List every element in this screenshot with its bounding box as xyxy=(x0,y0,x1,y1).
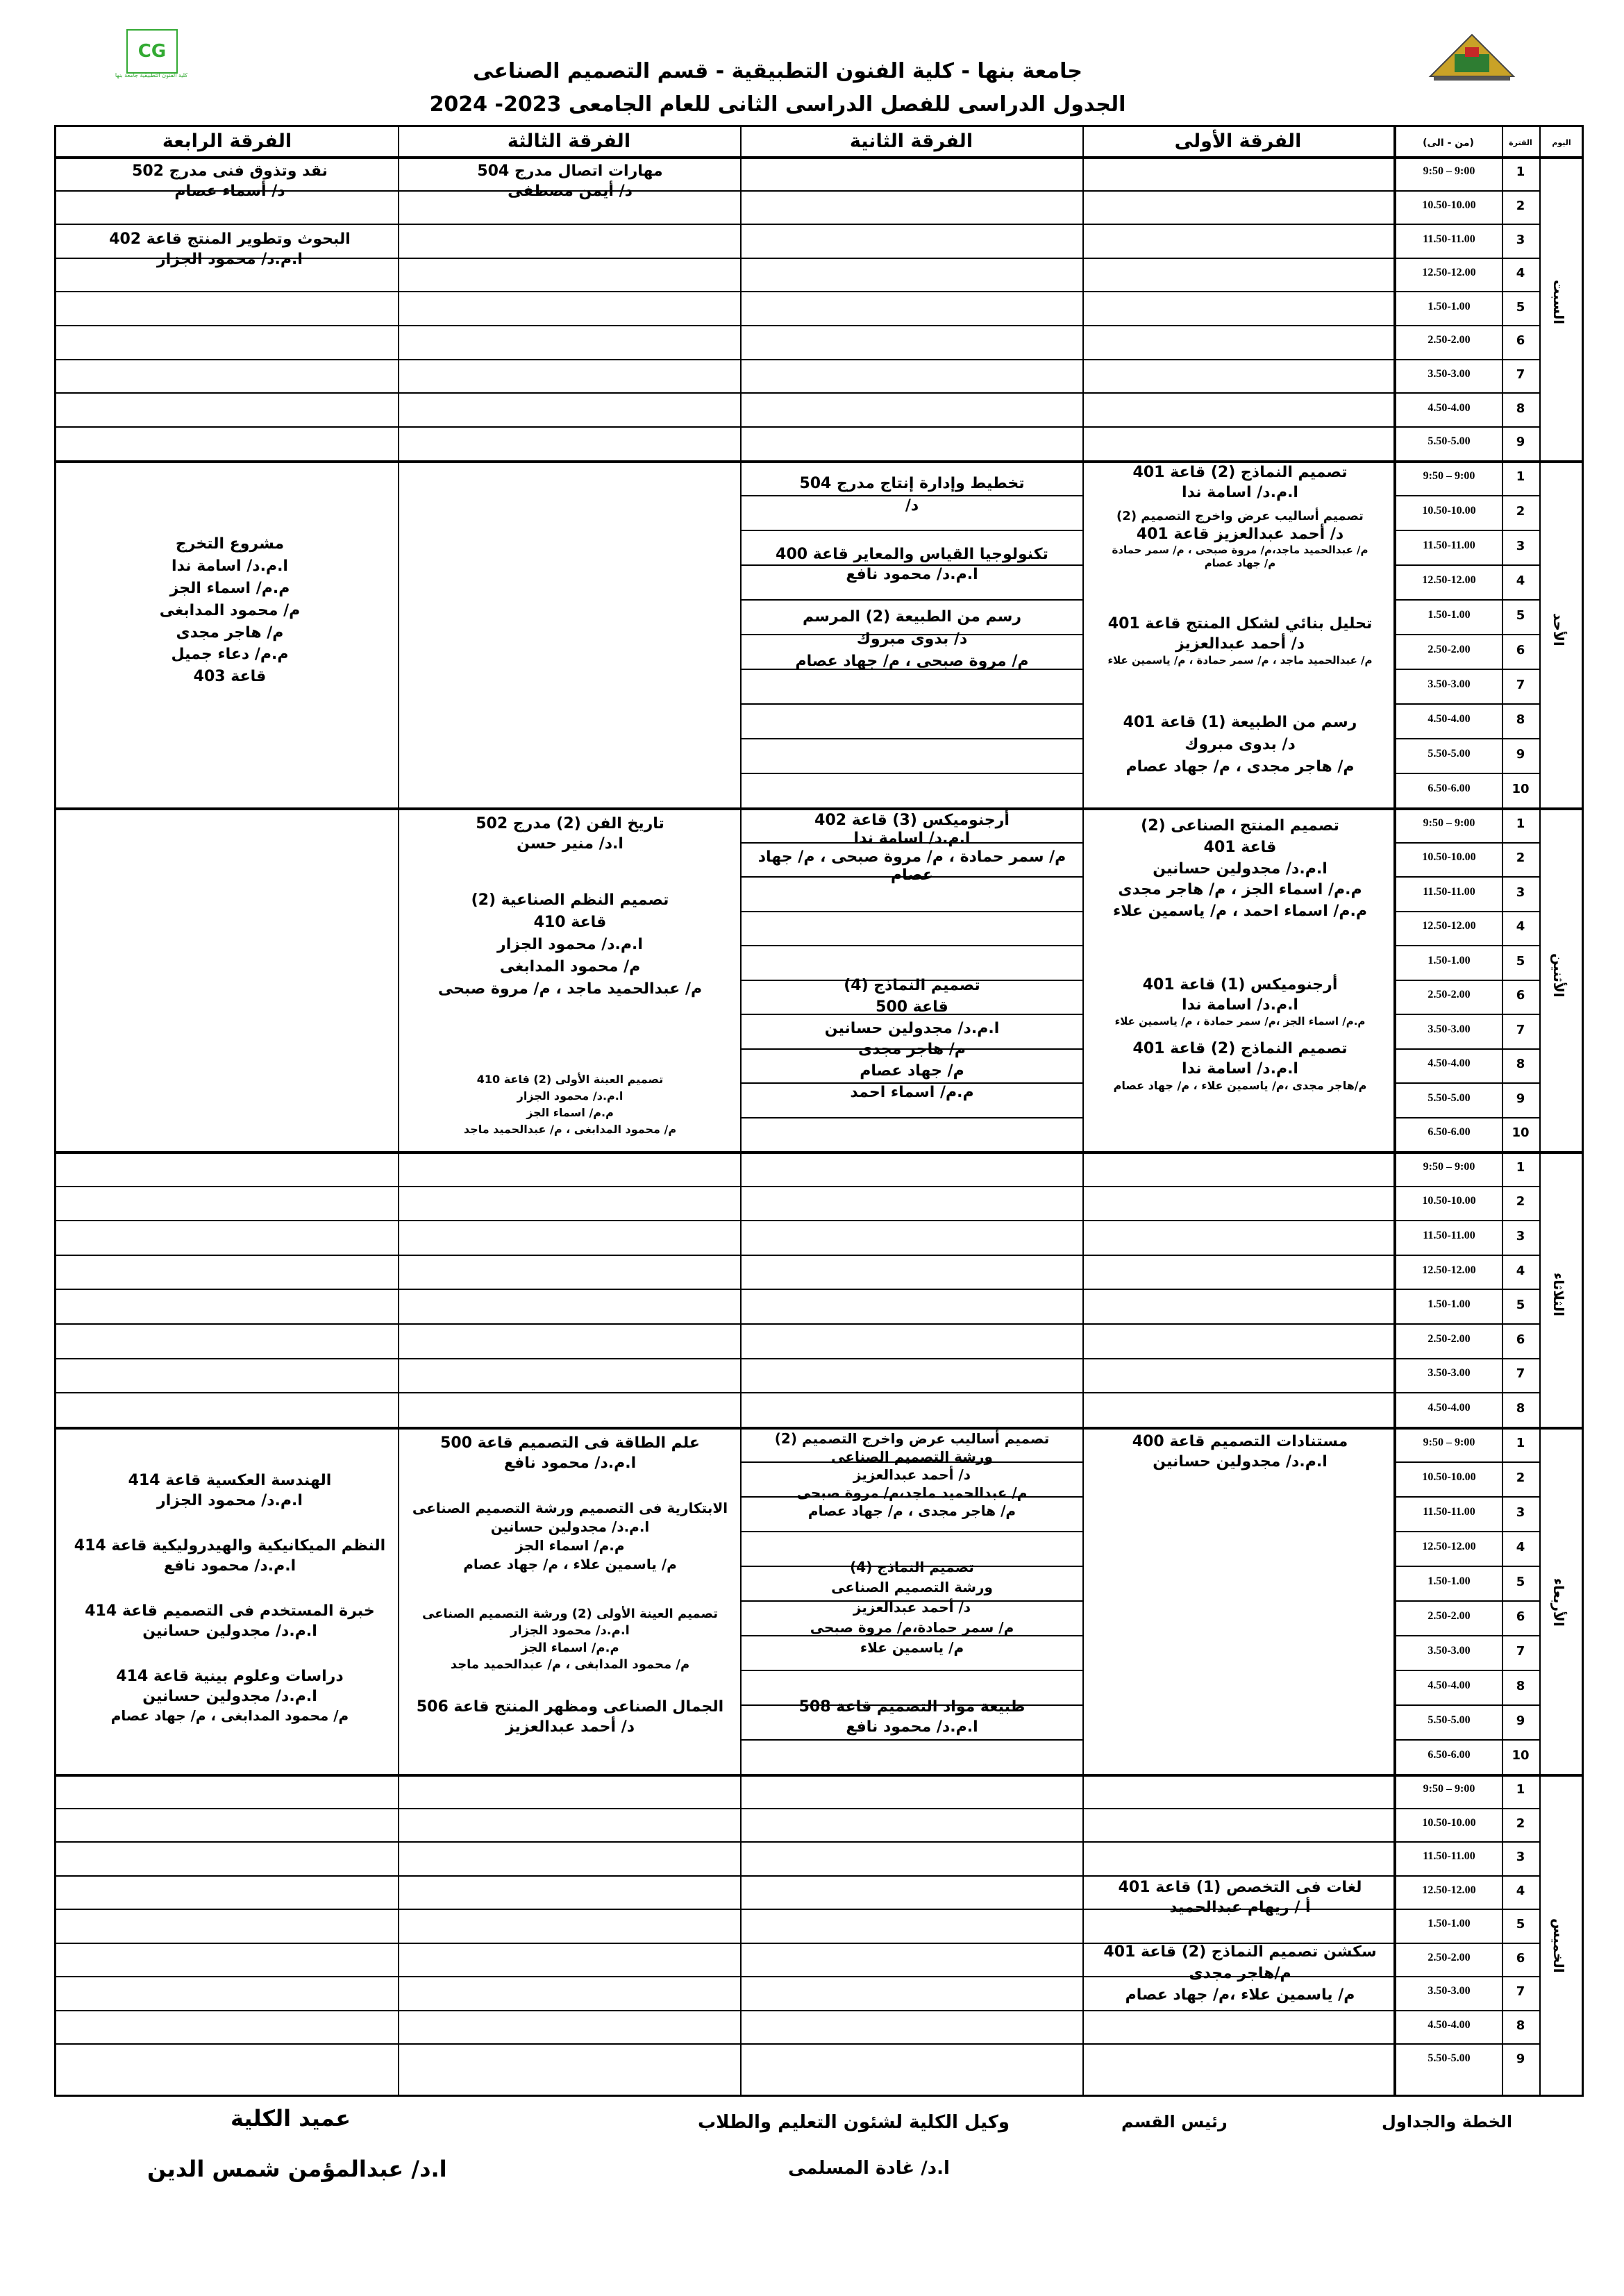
header-c3: الفرقة الثالثة xyxy=(507,131,631,152)
grid-line xyxy=(740,738,1082,739)
grid-line xyxy=(1393,1635,1539,1636)
grid-line xyxy=(740,1117,1082,1118)
grid-line xyxy=(56,1323,1393,1325)
grid-line xyxy=(1393,599,1539,601)
period-number: 7 xyxy=(1516,678,1525,692)
period-number: 8 xyxy=(1516,401,1525,416)
time-slot: 10.50-10.00 xyxy=(1422,505,1476,517)
course-block: طبيعة مواد التصميم قاعة 508 ا.م.د/ محمود نافع xyxy=(798,1698,1026,1736)
period-number: 8 xyxy=(1516,1057,1525,1072)
grid-line xyxy=(1393,1909,1539,1910)
day-label: الأحد xyxy=(1550,613,1567,646)
grid-line xyxy=(1393,980,1539,981)
time-slot: 1.50-1.00 xyxy=(1428,300,1471,312)
day-label: الأثنين xyxy=(1550,953,1567,998)
grid-line xyxy=(1393,1600,1539,1602)
time-slot: 9:50 – 9:00 xyxy=(1423,816,1475,829)
time-slot: 11.50-11.00 xyxy=(1423,1850,1475,1863)
grid-line xyxy=(56,1289,1393,1290)
grid-line xyxy=(1393,876,1539,878)
time-slot: 2.50-2.00 xyxy=(1428,334,1471,346)
grid-line xyxy=(56,392,1393,394)
grid-line xyxy=(56,359,1393,360)
time-slot: 10.50-10.00 xyxy=(1422,851,1476,864)
grid-line xyxy=(1393,842,1539,844)
grid-line xyxy=(1393,1014,1539,1015)
period-number: 6 xyxy=(1516,333,1525,349)
course-block: تصميم النماذج (4) ورشة التصميم الصناعى د/ أحمد عبدالعزيز م/ سمر حمادة،م/ مروة صبحى م/ ياسمين علاء xyxy=(810,1559,1014,1656)
grid-line xyxy=(56,1808,1393,1809)
course-block: النظم الميكانيكية والهيدروليكية قاعة 414 ا.م.د/ محمود نافع xyxy=(74,1537,386,1575)
period-number: 8 xyxy=(1516,1401,1525,1416)
time-slot: 11.50-11.00 xyxy=(1423,885,1475,898)
course-block: تصميم النماذج (4) قاعة 500 ا.م.د/ مجدولين حسانين م/ هاجر مجدى م/ جهاد عصام م.م/ اسماء احمد xyxy=(824,977,1000,1101)
grid-line xyxy=(1393,1808,1539,1809)
time-slot: 12.50-12.00 xyxy=(1422,267,1476,279)
day-label: السبت xyxy=(1550,280,1567,325)
time-slot: 4.50-4.00 xyxy=(1428,1679,1471,1691)
grid-line xyxy=(1393,1531,1539,1532)
grid-line xyxy=(1393,564,1539,566)
grid-line xyxy=(1393,530,1539,531)
time-slot: 3.50-3.00 xyxy=(1428,1985,1471,1997)
period-number: 2 xyxy=(1516,504,1525,519)
day-label: الأربعاء xyxy=(1550,1578,1567,1627)
grid-line xyxy=(56,156,1584,159)
period-number: 9 xyxy=(1516,435,1525,450)
time-slot: 5.50-5.00 xyxy=(1428,435,1471,448)
grid-line xyxy=(56,1774,1584,1777)
grid-line xyxy=(1393,634,1539,635)
grid-line xyxy=(1393,2043,1539,2045)
time-slot: 3.50-3.00 xyxy=(1428,1367,1471,1380)
time-slot: 9:50 – 9:00 xyxy=(1423,1436,1475,1448)
period-number: 1 xyxy=(1516,1159,1525,1175)
time-slot: 9:50 – 9:00 xyxy=(1423,165,1475,178)
grid-line xyxy=(56,224,1393,225)
time-slot: 2.50-2.00 xyxy=(1428,1610,1471,1622)
grid-line xyxy=(1393,1461,1539,1463)
period-number: 5 xyxy=(1516,953,1525,969)
time-slot: 10.50-10.00 xyxy=(1422,1195,1476,1207)
grid-line xyxy=(740,530,1082,531)
course-block: تصميم العينة الأولى (2) قاعة 410 ا.م.د/ محمود الجزار م.م/ اسماء الجز م/ محمود المدابغى ، م/ عبدالحميد ماجد xyxy=(463,1073,677,1136)
period-number: 2 xyxy=(1516,850,1525,866)
time-slot: 4.50-4.00 xyxy=(1428,713,1471,725)
grid-line xyxy=(56,1392,1393,1393)
period-number: 1 xyxy=(1516,1436,1525,1450)
grid-line xyxy=(1393,1496,1539,1498)
period-number: 4 xyxy=(1516,1883,1525,1898)
time-slot: 4.50-4.00 xyxy=(1428,2018,1471,2031)
header-c1: الفرقة الأولى xyxy=(1174,131,1302,152)
time-slot: 9:50 – 9:00 xyxy=(1423,1783,1475,1795)
time-slot: 4.50-4.00 xyxy=(1428,401,1471,414)
course-block: لغات فى التخصص (1) قاعة 401 أ / ريهام عبدالحميد xyxy=(1118,1879,1362,1916)
period-number: 3 xyxy=(1516,1850,1525,1865)
grid-line xyxy=(1393,291,1539,292)
time-slot: 11.50-11.00 xyxy=(1423,233,1475,245)
grid-line xyxy=(1393,1670,1539,1671)
period-number: 3 xyxy=(1516,1229,1525,1243)
period-number: 9 xyxy=(1516,747,1525,762)
course-block: رسم من الطبيعة (1) قاعة 401 د/ بدوى مبروك م/ هاجر مجدى ، م/ جهاد عصام xyxy=(1123,714,1357,776)
time-slot: 10.50-10.00 xyxy=(1422,1471,1476,1483)
time-slot: 1.50-1.00 xyxy=(1428,1575,1471,1587)
grid-line xyxy=(1393,258,1539,259)
period-number: 9 xyxy=(1516,2052,1525,2067)
period-number: 5 xyxy=(1516,299,1525,315)
period-number: 7 xyxy=(1516,1984,1525,2000)
time-slot: 5.50-5.00 xyxy=(1428,748,1471,760)
time-slot: 6.50-6.00 xyxy=(1428,782,1471,794)
time-slot: 12.50-12.00 xyxy=(1422,574,1476,586)
time-slot: 12.50-12.00 xyxy=(1422,1884,1476,1896)
period-number: 1 xyxy=(1516,165,1525,180)
period-number: 7 xyxy=(1516,1022,1525,1037)
time-slot: 5.50-5.00 xyxy=(1428,1091,1471,1104)
time-slot: 9:50 – 9:00 xyxy=(1423,470,1475,482)
grid-line xyxy=(740,945,1082,946)
course-block: رسم من الطبيعة (2) المرسم د/ بدوى مبروك م/ مروة صبحى ، م/ جهاد عصام xyxy=(795,608,1029,670)
grid-line xyxy=(56,1841,1393,1843)
grid-line xyxy=(1393,738,1539,739)
document-subtitle: الجدول الدراسى للفصل الدراسى الثانى للعام الجامعى 2023- 2024 xyxy=(429,92,1126,117)
grid-line xyxy=(740,1531,1082,1532)
grid-line xyxy=(1393,1220,1539,1221)
period-number: 9 xyxy=(1516,1713,1525,1728)
period-number: 8 xyxy=(1516,2018,1525,2033)
period-number: 7 xyxy=(1516,1366,1525,1382)
period-number: 5 xyxy=(1516,1298,1525,1313)
course-block: نقد وتذوق فنى مدرج 502 د/ أسماء عصام xyxy=(132,162,328,200)
header-period: الفترة xyxy=(1509,138,1532,147)
course-block: الابتكارية فى التصميم ورشة التصميم الصناعى ا.م.د/ مجدولين حسانين م.م/ اسماء الجز م/ ياسمين علاء ، م/ جهاد عصام xyxy=(412,1500,728,1573)
time-slot: 1.50-1.00 xyxy=(1428,1918,1471,1930)
grid-line xyxy=(1393,495,1539,496)
day-label: الثلاثاء xyxy=(1550,1273,1567,1316)
grid-line xyxy=(56,1186,1393,1187)
grid-line xyxy=(56,2043,1393,2045)
time-slot: 6.50-6.00 xyxy=(1428,1126,1471,1139)
grid-line xyxy=(1393,1841,1539,1843)
period-number: 3 xyxy=(1516,232,1525,247)
grid-line xyxy=(1393,426,1539,428)
time-slot: 10.50-10.00 xyxy=(1422,199,1476,211)
time-slot: 3.50-3.00 xyxy=(1428,1023,1471,1035)
grid-line xyxy=(1393,325,1539,326)
grid-line xyxy=(56,1358,1393,1359)
period-number: 10 xyxy=(1512,782,1530,796)
time-slot: 1.50-1.00 xyxy=(1428,954,1471,966)
course-block: دراسات وعلوم بينية قاعة 414 ا.م.د/ مجدولين حسانين م/ محمود المدابغى ، م/ جهاد عصام xyxy=(110,1668,349,1725)
period-number: 2 xyxy=(1516,1194,1525,1209)
period-number: 3 xyxy=(1516,885,1525,900)
time-slot: 11.50-11.00 xyxy=(1423,539,1475,551)
course-block: الهندسة العكسية قاعة 414 ا.م.د/ محمود الجزار xyxy=(128,1472,332,1509)
header-time: (من - الى) xyxy=(1423,137,1474,149)
grid-line xyxy=(56,1151,1584,1154)
course-block: مشروع التخرج ا.م.د/ اسامة ندا م.م/ اسماء الجز م/ محمود المدابغى م/ هاجر مجدى م.م/ دعاء جميل قاعة 403 xyxy=(159,535,301,686)
period-number: 8 xyxy=(1516,712,1525,727)
grid-line xyxy=(1393,392,1539,394)
grid-line xyxy=(1393,1289,1539,1290)
document-title: جامعة بنها - كلية الفنون التطبيقية - قسم التصميم الصناعى xyxy=(473,59,1082,83)
grid-line xyxy=(56,325,1393,326)
time-slot: 1.50-1.00 xyxy=(1428,1298,1471,1311)
footer-department-head: رئيس القسم xyxy=(1121,2112,1228,2131)
grid-line xyxy=(56,807,1584,810)
footer-vice-dean-name: ا.د/ غادة المسلمى xyxy=(788,2158,950,2179)
period-number: 6 xyxy=(1516,1950,1525,1966)
course-block: تخطيط وإدارة إنتاج مدرج 504 د/ xyxy=(799,475,1025,514)
course-block: تصميم المنتج الصناعى (2) قاعة 401 ا.م.د/ مجدولين حسانين م.م/ اسماء الجز ، م/ هاجر مجدى م.م/ اسماء احمد ، م/ ياسمين علاء xyxy=(1112,817,1368,921)
course-block: مستنادات التصميم قاعة 400 ا.م.د/ مجدولين حسانين xyxy=(1132,1433,1348,1470)
course-block: تصميم النظم الصناعية (2) قاعة 410 ا.م.د/ محمود الجزار م/ محمود المدابغى م/ عبدالحميد ماجد ، م/ مروة صبحى xyxy=(437,891,703,998)
grid-line xyxy=(1393,1943,1539,1944)
grid-line xyxy=(1393,1082,1539,1084)
college-logo-caption: كلية الفنون التطبيقية جامعة بنها xyxy=(115,72,188,78)
period-number: 8 xyxy=(1516,1679,1525,1693)
grid-line xyxy=(56,1875,1393,1877)
grid-line xyxy=(1393,1566,1539,1567)
course-block: تصميم النماذج (2) قاعة 401 ا.م.د/ اسامة ندا م/هاجر مجدى ،م/ ياسمين علاء ، م/ جهاد عصام xyxy=(1113,1040,1367,1093)
time-slot: 11.50-11.00 xyxy=(1423,1506,1475,1518)
grid-line xyxy=(1393,911,1539,912)
grid-line xyxy=(56,1255,1393,1256)
time-slot: 9:50 – 9:00 xyxy=(1423,1160,1475,1173)
schedule-table xyxy=(54,125,1584,2097)
grid-line xyxy=(1393,1358,1539,1359)
period-number: 6 xyxy=(1516,1332,1525,1347)
time-slot: 1.50-1.00 xyxy=(1428,609,1471,621)
course-block: البحوث وتطوير المنتج قاعة 402 ا.م.د/ محمود الجزار xyxy=(109,231,351,268)
time-slot: 12.50-12.00 xyxy=(1422,1541,1476,1552)
course-block: تكنولوجيا القياس والمعاير قاعة 400 ا.م.د/ محمود نافع xyxy=(776,546,1048,583)
period-number: 2 xyxy=(1516,1816,1525,1831)
university-logo xyxy=(1427,28,1517,83)
grid-line xyxy=(1393,359,1539,360)
period-number: 6 xyxy=(1516,988,1525,1003)
grid-line xyxy=(1393,224,1539,225)
period-number: 9 xyxy=(1516,1091,1525,1106)
grid-line xyxy=(740,773,1082,774)
period-number: 5 xyxy=(1516,1575,1525,1589)
time-slot: 12.50-12.00 xyxy=(1422,1264,1476,1276)
period-number: 5 xyxy=(1516,608,1525,623)
time-slot: 4.50-4.00 xyxy=(1428,1057,1471,1070)
time-slot: 12.50-12.00 xyxy=(1422,920,1476,932)
time-slot: 11.50-11.00 xyxy=(1423,1230,1475,1241)
course-block: مهارات اتصال مدرج 504 د/ أيمن مصطفى xyxy=(477,162,663,200)
course-block: الجمال الصناعى ومظهر المنتج قاعة 506 د/ أحمد عبدالعزيز xyxy=(416,1698,724,1736)
course-block: تصميم النماذج (2) قاعة 401 ا.م.د/ اسامة ندا xyxy=(1132,464,1348,501)
time-slot: 2.50-2.00 xyxy=(1428,644,1471,655)
course-block: تصميم أساليب عرض واخرج التصميم (2) د/ أحمد عبدالعزيز قاعة 401 م/ عبدالحميد ماجد،م/ مروة صبحى ، م/ سمر حمادة م/ جهاد عصام xyxy=(1112,509,1368,569)
time-slot: 10.50-10.00 xyxy=(1422,1816,1476,1829)
course-block: تاريخ الفن (2) مدرج 502 ا.د/ منير حسن xyxy=(476,815,664,853)
period-number: 4 xyxy=(1516,266,1525,281)
grid-line xyxy=(1393,945,1539,946)
period-number: 4 xyxy=(1516,1263,1525,1278)
grid-line xyxy=(1393,2010,1539,2011)
time-slot: 2.50-2.00 xyxy=(1428,1951,1471,1963)
footer-plan: الخطة والجداول xyxy=(1382,2112,1513,2131)
grid-line xyxy=(1393,1392,1539,1393)
grid-line xyxy=(1393,1117,1539,1118)
period-number: 2 xyxy=(1516,198,1525,213)
time-slot: 4.50-4.00 xyxy=(1428,1402,1471,1414)
course-block: تحليل بنائي لشكل المنتج قاعة 401 د/ أحمد عبدالعزيز م/ عبدالحميد ماجد ، م/ سمر حمادة ، م/ ياسمين علاء xyxy=(1107,615,1373,667)
footer-vice-dean: وكيل الكلية لشئون التعليم والطلاب xyxy=(698,2112,1010,2133)
course-block: أرجنوميكس (3) قاعة 402 ا.م.د/ اسامة ندا م/ سمر حمادة ، م/ مروة صبحى ، م/ جهاد عصام xyxy=(757,812,1066,885)
grid-line xyxy=(1393,1048,1539,1050)
period-number: 3 xyxy=(1516,539,1525,553)
footer-dean-name: ا.د/ عبدالمؤمن شمس الدين xyxy=(147,2156,447,2182)
grid-line xyxy=(1393,773,1539,774)
period-number: 1 xyxy=(1516,469,1525,484)
time-slot: 5.50-5.00 xyxy=(1428,1714,1471,1726)
grid-line xyxy=(1393,703,1539,705)
grid-line xyxy=(1393,1739,1539,1741)
time-slot: 2.50-2.00 xyxy=(1428,1332,1471,1345)
period-number: 10 xyxy=(1512,1748,1530,1763)
period-number: 7 xyxy=(1516,1644,1525,1659)
grid-line xyxy=(56,2010,1393,2011)
grid-line xyxy=(740,911,1082,912)
course-block: سكشن تصميم النماذج (2) قاعة 401 م/هاجر مجدى م/ ياسمين علاء ،م/ جهاد عصام xyxy=(1103,1943,1377,2004)
period-number: 7 xyxy=(1516,367,1525,382)
period-number: 5 xyxy=(1516,1917,1525,1932)
period-number: 4 xyxy=(1516,573,1525,588)
time-slot: 6.50-6.00 xyxy=(1428,1749,1471,1761)
time-slot: 3.50-3.00 xyxy=(1428,678,1471,690)
time-slot: 2.50-2.00 xyxy=(1428,989,1471,1001)
time-slot: 3.50-3.00 xyxy=(1428,1645,1471,1657)
college-logo: CG xyxy=(126,29,178,74)
period-number: 10 xyxy=(1512,1125,1530,1141)
course-block: خبرة المستخدم فى التصميم قاعة 414 ا.م.د/ مجدولين حسانين xyxy=(85,1602,375,1640)
header-day: اليوم xyxy=(1552,138,1571,147)
footer-dean: عميد الكلية xyxy=(231,2105,351,2131)
period-number: 1 xyxy=(1516,816,1525,831)
time-slot: 5.50-5.00 xyxy=(1428,2052,1471,2065)
period-number: 4 xyxy=(1516,919,1525,935)
day-label: الخميس xyxy=(1550,1918,1567,1973)
course-block: تصميم أساليب عرض واخرج التصميم (2) ورشة التصميم الصناعى د/ أحمد عبدالعزيز م/ عبدالحميد ماجد،م/ مروة صبحى م/ هاجر مجدى ، م/ جهاد عصام xyxy=(774,1430,1050,1519)
grid-line xyxy=(56,426,1393,428)
grid-line xyxy=(1393,669,1539,670)
period-number: 3 xyxy=(1516,1505,1525,1520)
period-number: 4 xyxy=(1516,1540,1525,1555)
course-block: تصميم العينة الأولى (2) ورشة التصميم الصناعى ا.م.د/ محمود الجزار م.م/ اسماء الجز م/ محمود المدابغى ، م/ عبدالحميد ماجد xyxy=(421,1607,719,1672)
grid-line xyxy=(1393,190,1539,192)
grid-line xyxy=(1393,1704,1539,1706)
grid-line xyxy=(56,291,1393,292)
grid-line xyxy=(1393,1875,1539,1877)
time-slot: 3.50-3.00 xyxy=(1428,367,1471,380)
grid-line xyxy=(56,1220,1393,1221)
grid-line xyxy=(740,599,1082,601)
period-number: 6 xyxy=(1516,643,1525,657)
grid-line xyxy=(1393,1186,1539,1187)
header-c2: الفرقة الثانية xyxy=(849,131,973,152)
period-number: 2 xyxy=(1516,1470,1525,1485)
course-block: أرجنوميكس (1) قاعة 401 ا.م.د/ اسامة ندا م.م/ اسماء الجز ،م/ سمر حمادة ، م/ ياسمين علاء xyxy=(1114,976,1366,1028)
grid-line xyxy=(1393,1255,1539,1256)
course-block: علم الطاقة فى التصميم قاعة 500 ا.م.د/ محمود نافع xyxy=(440,1434,700,1472)
grid-line xyxy=(740,1739,1082,1741)
grid-line xyxy=(740,1670,1082,1671)
period-number: 1 xyxy=(1516,1782,1525,1798)
grid-line xyxy=(1393,1976,1539,1977)
grid-line xyxy=(1393,1323,1539,1325)
period-number: 6 xyxy=(1516,1609,1525,1624)
header-c4: الفرقة الرابعة xyxy=(162,131,292,152)
grid-line xyxy=(740,703,1082,705)
